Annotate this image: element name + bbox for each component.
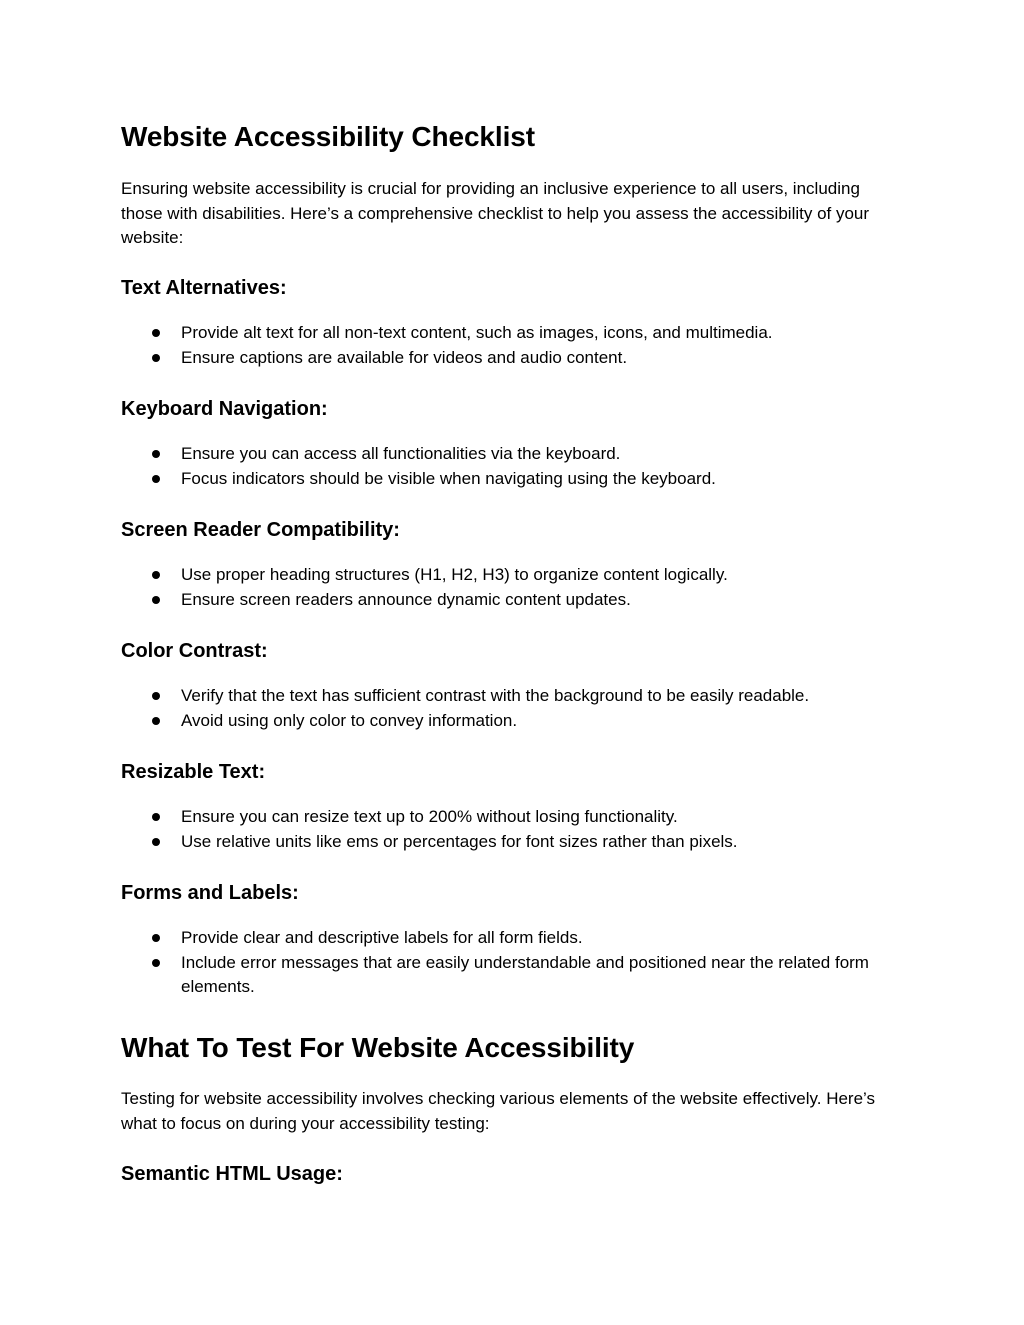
list-item: Focus indicators should be visible when navigating using the keyboard. xyxy=(121,467,901,492)
bullet-icon xyxy=(152,354,160,362)
section-heading-color-contrast: Color Contrast: xyxy=(121,640,268,662)
list-item: Avoid using only color to convey information. xyxy=(121,709,901,734)
list-item: Include error messages that are easily understandable and positioned near the related form elements. xyxy=(121,951,901,1000)
list-item: Ensure you can access all functionalities via the keyboard. xyxy=(121,442,901,467)
section-heading-resizable-text: Resizable Text: xyxy=(121,761,266,783)
list-item: Ensure you can resize text up to 200% without losing functionality. xyxy=(121,805,901,830)
section-heading-forms-labels: Forms and Labels: xyxy=(121,882,299,904)
section-title-what-to-test: What To Test For Website Accessibility xyxy=(121,1032,635,1063)
bullet-icon xyxy=(152,450,160,458)
page-title: Website Accessibility Checklist xyxy=(121,121,535,152)
list-text-alternatives xyxy=(121,321,901,370)
section-heading-keyboard-navigation: Keyboard Navigation: xyxy=(121,398,328,420)
bullet-icon xyxy=(152,571,160,579)
bullet-icon xyxy=(152,934,160,942)
list-resizable-text xyxy=(121,805,901,854)
what-to-test-paragraph: Testing for website accessibility involves checking various elements of the website effectively. Here’s what to focus on during your accessibility testing: xyxy=(121,1089,876,1133)
list-forms-labels xyxy=(121,926,901,1000)
list-item: Ensure captions are available for videos and audio content. xyxy=(121,346,901,371)
list-item: Verify that the text has sufficient contrast with the background to be easily readable. xyxy=(121,684,901,709)
list-item: Use proper heading structures (H1, H2, H3) to organize content logically. xyxy=(121,563,901,588)
bullet-icon xyxy=(152,475,160,483)
bullet-icon xyxy=(152,717,160,725)
bullet-icon xyxy=(152,959,160,967)
list-keyboard-navigation xyxy=(121,442,901,491)
list-item: Provide alt text for all non-text content, such as images, icons, and multimedia. xyxy=(121,321,901,346)
list-item: Ensure screen readers announce dynamic content updates. xyxy=(121,588,901,613)
bullet-icon xyxy=(152,329,160,337)
section-heading-semantic-html: Semantic HTML Usage: xyxy=(121,1163,343,1185)
bullet-icon xyxy=(152,838,160,846)
list-item: Provide clear and descriptive labels for all form fields. xyxy=(121,926,901,951)
list-color-contrast xyxy=(121,684,901,733)
section-heading-screen-reader: Screen Reader Compatibility: xyxy=(121,519,400,541)
bullet-icon xyxy=(152,596,160,604)
section-heading-text-alternatives: Text Alternatives: xyxy=(121,277,287,299)
list-item: Use relative units like ems or percentages for font sizes rather than pixels. xyxy=(121,830,901,855)
list-screen-reader xyxy=(121,563,901,612)
bullet-icon xyxy=(152,692,160,700)
intro-paragraph: Ensuring website accessibility is crucial for providing an inclusive experience to all users, including those with disabilities. Here’s a comprehensive checklist to help you assess the accessibility of your website: xyxy=(121,179,870,247)
bullet-icon xyxy=(152,813,160,821)
